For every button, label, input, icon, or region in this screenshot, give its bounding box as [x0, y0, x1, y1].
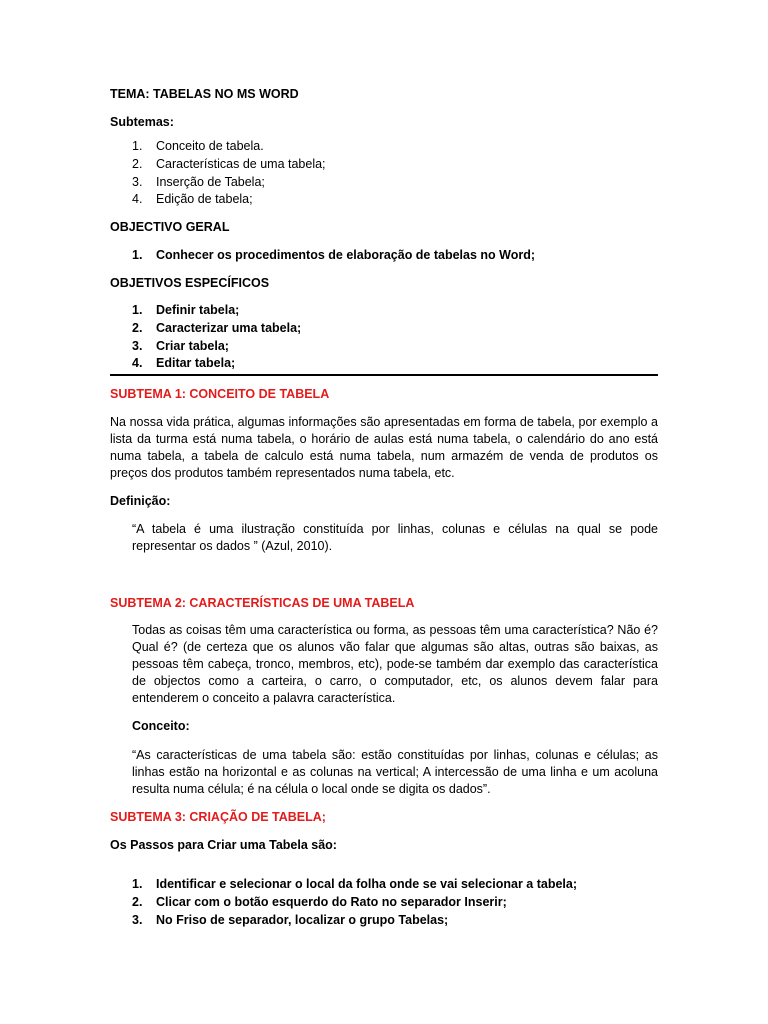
subtema2-heading: SUBTEMA 2: CARACTERÍSTICAS DE UMA TABELA [110, 596, 415, 610]
definicao-label: Definição: [110, 494, 171, 508]
definicao-quote: “A tabela é uma ilustração constituída por linhas, colunas e células na qual se pode representar os dados ” (Azul, 2010). [132, 522, 658, 553]
subtema1-heading: SUBTEMA 1: CONCEITO DE TABELA [110, 387, 330, 401]
list-item: 1. Definir tabela; [132, 303, 240, 317]
objetivos-especificos-heading: OBJETIVOS ESPECÍFICOS [110, 276, 270, 290]
list-item: 4. Editar tabela; [132, 356, 236, 371]
list-item: 4. Edição de tabela; [132, 192, 253, 207]
objectivo-geral-heading: OBJECTIVO GERAL [110, 220, 230, 234]
list-item: 2. Caracterizar uma tabela; [132, 320, 302, 335]
list-item: 3. Inserção de Tabela; [132, 174, 265, 189]
objetivos-especificos-list [110, 302, 658, 373]
list-item: 2. Clicar com o botão esquerdo do Rato no separador Inserir; [132, 894, 507, 909]
list-item: 3. Criar tabela; [132, 338, 229, 353]
passos-label: Os Passos para Criar uma Tabela são: [110, 838, 337, 852]
horizontal-rule [110, 374, 658, 376]
subtema3-heading: SUBTEMA 3: CRIAÇÃO DE TABELA; [110, 810, 326, 824]
objectivo-geral-list [110, 247, 658, 265]
conceito-quote: “As características de uma tabela são: estão constituídas por linhas, colunas e células; as linhas estão na horizontal e as colunas na vertical; A intercessão de uma linha e um acoluna resulta numa célula; é na célula o local onde se digita os dados”. [132, 748, 658, 796]
list-item: 1. Identificar e selecionar o local da folha onde se vai selecionar a tabela; [132, 877, 577, 891]
subtemas-list [110, 138, 658, 209]
subtemas-label: Subtemas: [110, 115, 174, 129]
list-item: 1. Conceito de tabela. [132, 139, 264, 153]
conceito-label: Conceito: [132, 719, 190, 733]
passos-list [110, 876, 658, 929]
list-item: 3. No Friso de separador, localizar o grupo Tabelas; [132, 912, 449, 927]
document-title: TEMA: TABELAS NO MS WORD [110, 87, 299, 101]
subtema2-paragraph: Todas as coisas têm uma característica ou forma, as pessoas têm uma característica? Não é? Qual é? (de certeza que os alunos vão falar que algumas são altas, outras são baixas, as pessoas têm cabeça, tronco, membros, etc), pode-se também dar exemplo das característica de objectos como a carteira, o carro, o computador, etc, os alunos devem falar para entenderem o conceito a palavra característica. [132, 623, 658, 705]
list-item: 1. Conhecer os procedimentos de elaboração de tabelas no Word; [132, 248, 536, 262]
list-item: 2. Características de uma tabela; [132, 156, 326, 171]
subtema1-paragraph: Na nossa vida prática, algumas informações são apresentadas em forma de tabela, por exemplo a lista da turma está numa tabela, o horário de aulas está numa tabela, o calendário do ano está numa tabela, a tabela de calculo está numa tabela, num armazém de venda de produtos os preços dos produtos também representados numa tabela, etc. [110, 415, 658, 480]
